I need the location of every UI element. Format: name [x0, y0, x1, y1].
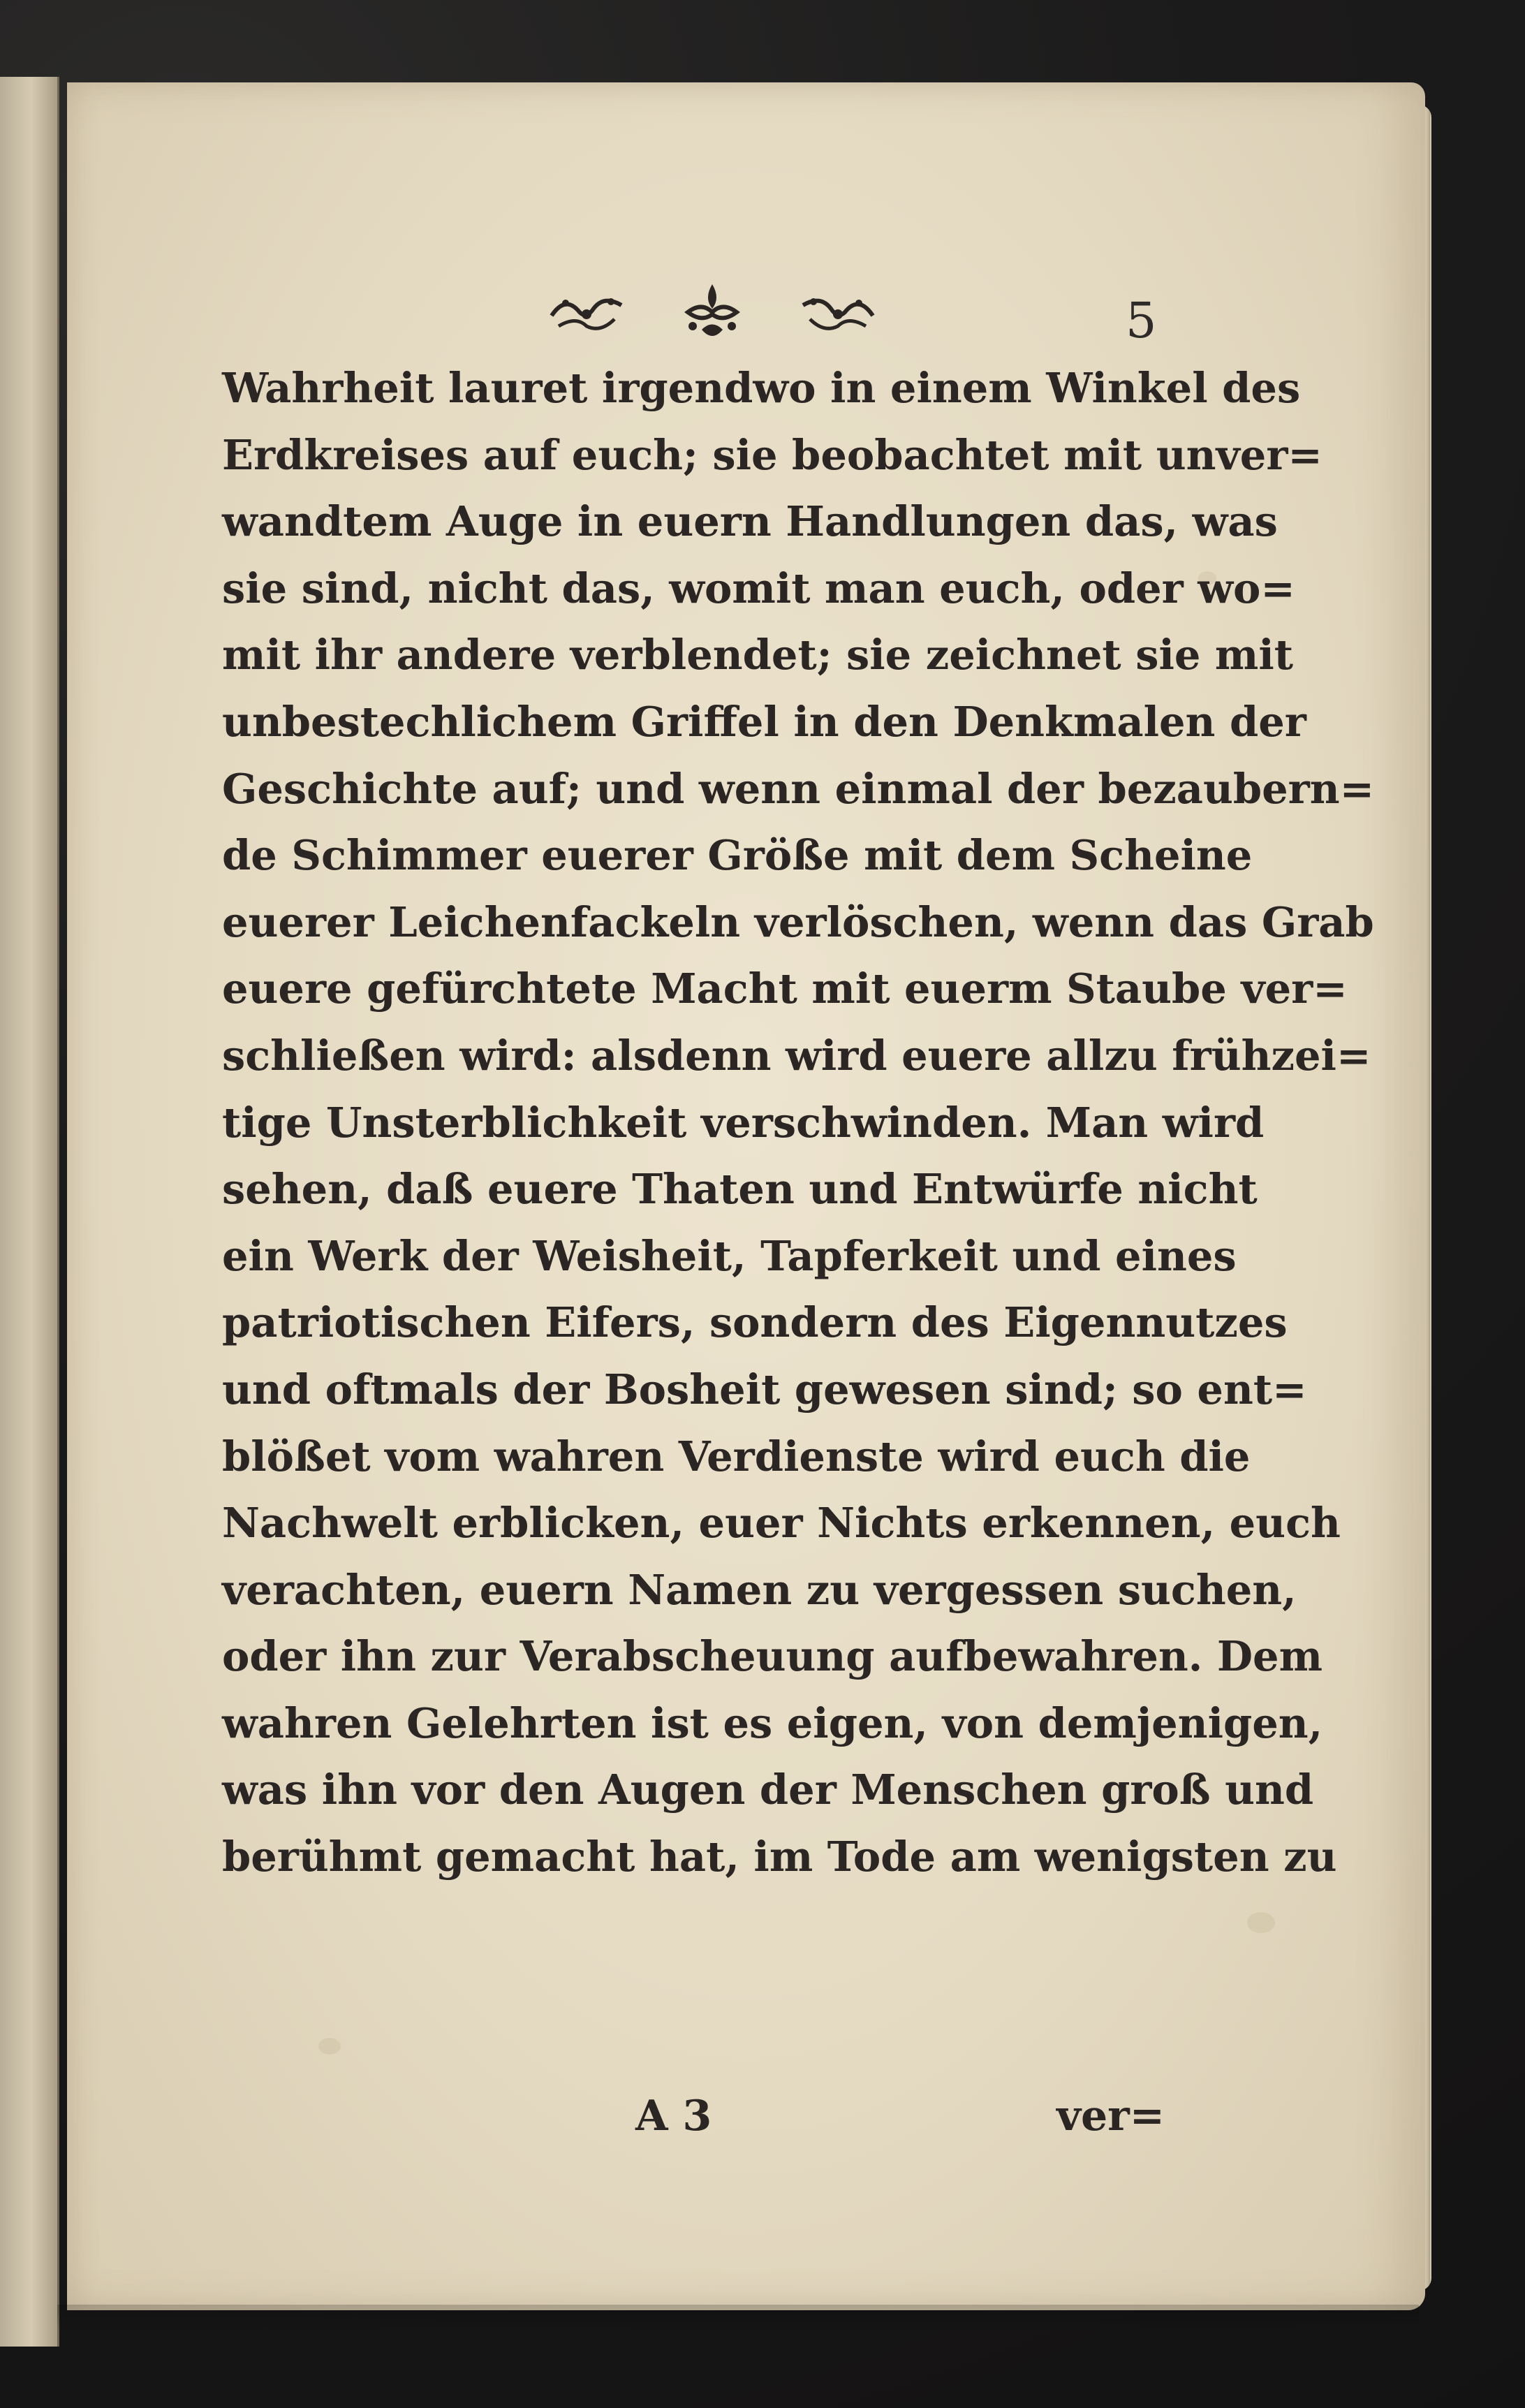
- text-line: oder ihn zur Verabscheuung aufbewahren. Dem: [222, 1632, 1323, 1681]
- foxing-spot: [1247, 1912, 1275, 1933]
- text-line: verachten, euern Namen zu vergessen suchen,: [222, 1565, 1297, 1614]
- text-line: Wahrheit lauret irgendwo in einem Winkel des: [222, 364, 1301, 412]
- body-text: [222, 355, 1375, 1891]
- text-line: sehen, daß euere Thaten und Entwürfe nicht: [222, 1165, 1258, 1214]
- catchword: ver=: [1056, 2092, 1165, 2141]
- page-number: 5: [1126, 292, 1157, 349]
- signature-mark: A 3: [635, 2092, 712, 2141]
- text-line: de Schimmer euerer Größe mit dem Scheine: [222, 831, 1253, 880]
- text-line: berühmt gemacht hat, im Tode am wenigsten zu: [222, 1833, 1337, 1881]
- text-line: ein Werk der Weisheit, Tapferkeit und eines: [222, 1231, 1237, 1280]
- text-line: tige Unsterblichkeit verschwinden. Man wird: [222, 1098, 1265, 1147]
- text-line: und oftmals der Bosheit gewesen sind; so ent=: [222, 1365, 1307, 1414]
- text-line: Erdkreises auf euch; sie beobachtet mit unver=: [222, 430, 1323, 479]
- page-footer: [222, 2092, 1172, 2154]
- text-line: Geschichte auf; und wenn einmal der bezaubern=: [222, 764, 1375, 813]
- center-flourish-icon: [677, 281, 747, 344]
- text-line: wahren Gelehrten ist es eigen, von demjenigen,: [222, 1698, 1323, 1747]
- text-line: Nachwelt erblicken, euer Nichts erkennen, euch: [222, 1499, 1341, 1548]
- text-line: euerer Leichenfackeln verlöschen, wenn das Grab: [222, 897, 1374, 946]
- text-line: was ihn vor den Augen der Menschen groß und: [222, 1765, 1314, 1814]
- page-shadow: [57, 2305, 1419, 2333]
- text-line: blößet vom wahren Verdienste wird euch die: [222, 1432, 1251, 1481]
- text-line: euere gefürchtete Macht mit euerm Staube ver=: [222, 964, 1348, 1013]
- text-line: unbestechlichem Griffel in den Denkmalen der: [222, 697, 1306, 746]
- left-page-edge: [0, 77, 59, 2347]
- header-ornament: [545, 274, 880, 351]
- right-flourish-icon: [796, 288, 880, 337]
- text-line: wandtem Auge in euern Handlungen das, was: [222, 497, 1278, 546]
- foxing-spot: [318, 2038, 341, 2055]
- text-line: sie sind, nicht das, womit man euch, oder wo=: [222, 564, 1295, 612]
- text-line: mit ihr andere verblendet; sie zeichnet sie mit: [222, 631, 1294, 680]
- text-line: schließen wird: alsdenn wird euere allzu frühzei=: [222, 1031, 1371, 1080]
- left-flourish-icon: [545, 288, 628, 337]
- text-line: patriotischen Eifers, sondern des Eigennutzes: [222, 1298, 1288, 1347]
